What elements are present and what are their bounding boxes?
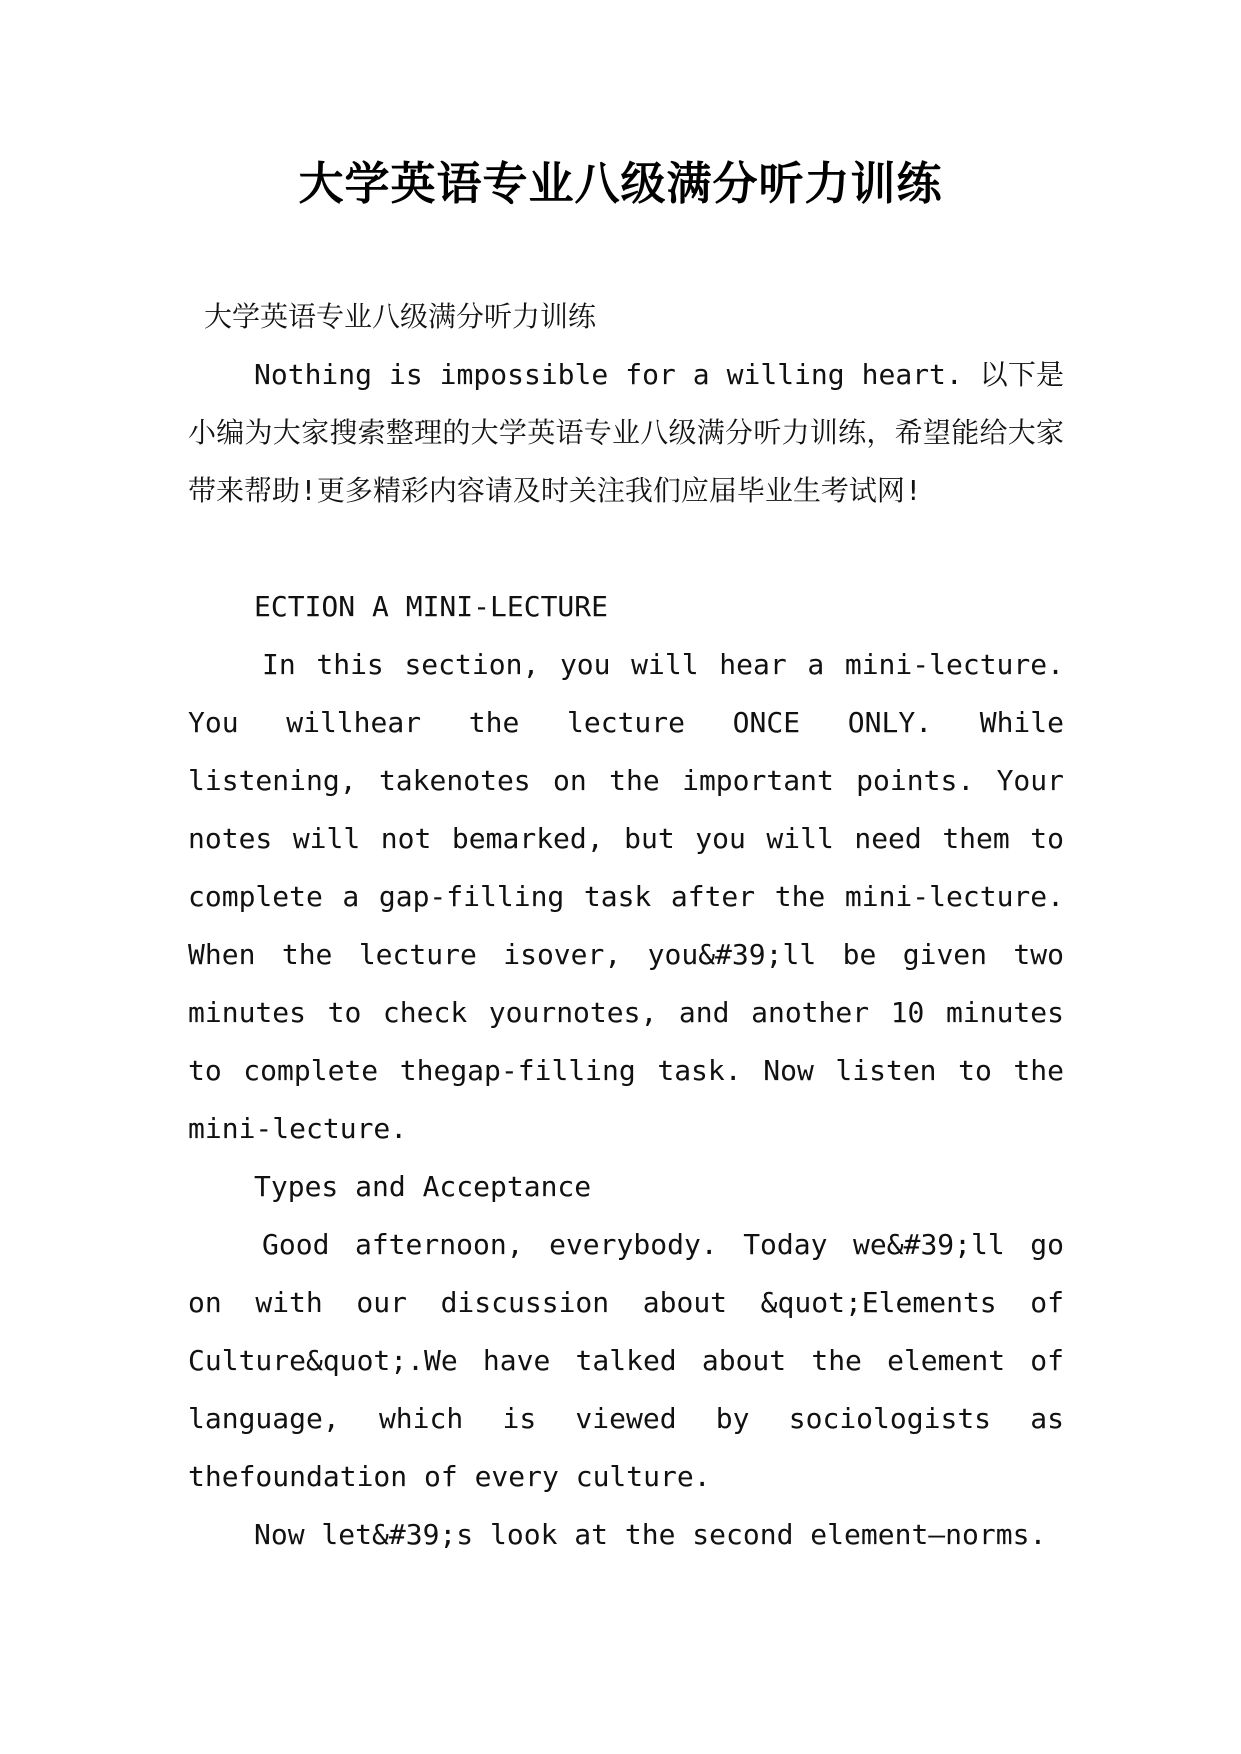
lecture-paragraph: Now let&#39;s look at the second element—norms. [254,1518,1047,1551]
section-heading: ECTION A MINI-LECTURE [254,590,609,623]
subtitle: 大学英语专业八级满分听力训练 [204,300,597,333]
instructions-paragraph: In this section, you will hear a mini-lecture. You willhear the lecture ONCE ONLY. While listening, takenotes on the important points. Your notes will not bemarked, but you will need them to complete a gap-filling task after the mini-lecture. When the lecture isover, you&#39;ll be given two minutes to check yournotes, and another 10 minutes to complete thegap-filling task. Now listen to the mini-lecture. [188,648,1064,1145]
page-title: 大学英语专业八级满分听力训练 [298,157,943,210]
document-body [188,288,1064,1564]
intro-paragraph: Nothing is impossible for a willing heart. 以下是小编为大家搜索整理的大学英语专业八级满分听力训练，希望能给大家带来帮助!更多精彩内容请及时关注我们应届毕业生考试网! [188,358,1064,507]
lecture-title: Types and Acceptance [254,1170,592,1203]
paragraph-spacer [188,520,1064,578]
lecture-paragraph: Good afternoon, everybody. Today we&#39;ll go on with our discussion about &quot;Elements of Culture&quot;.We have talked about the element of language, which is viewed by sociologists as thefoundation of every culture. [188,1228,1064,1493]
